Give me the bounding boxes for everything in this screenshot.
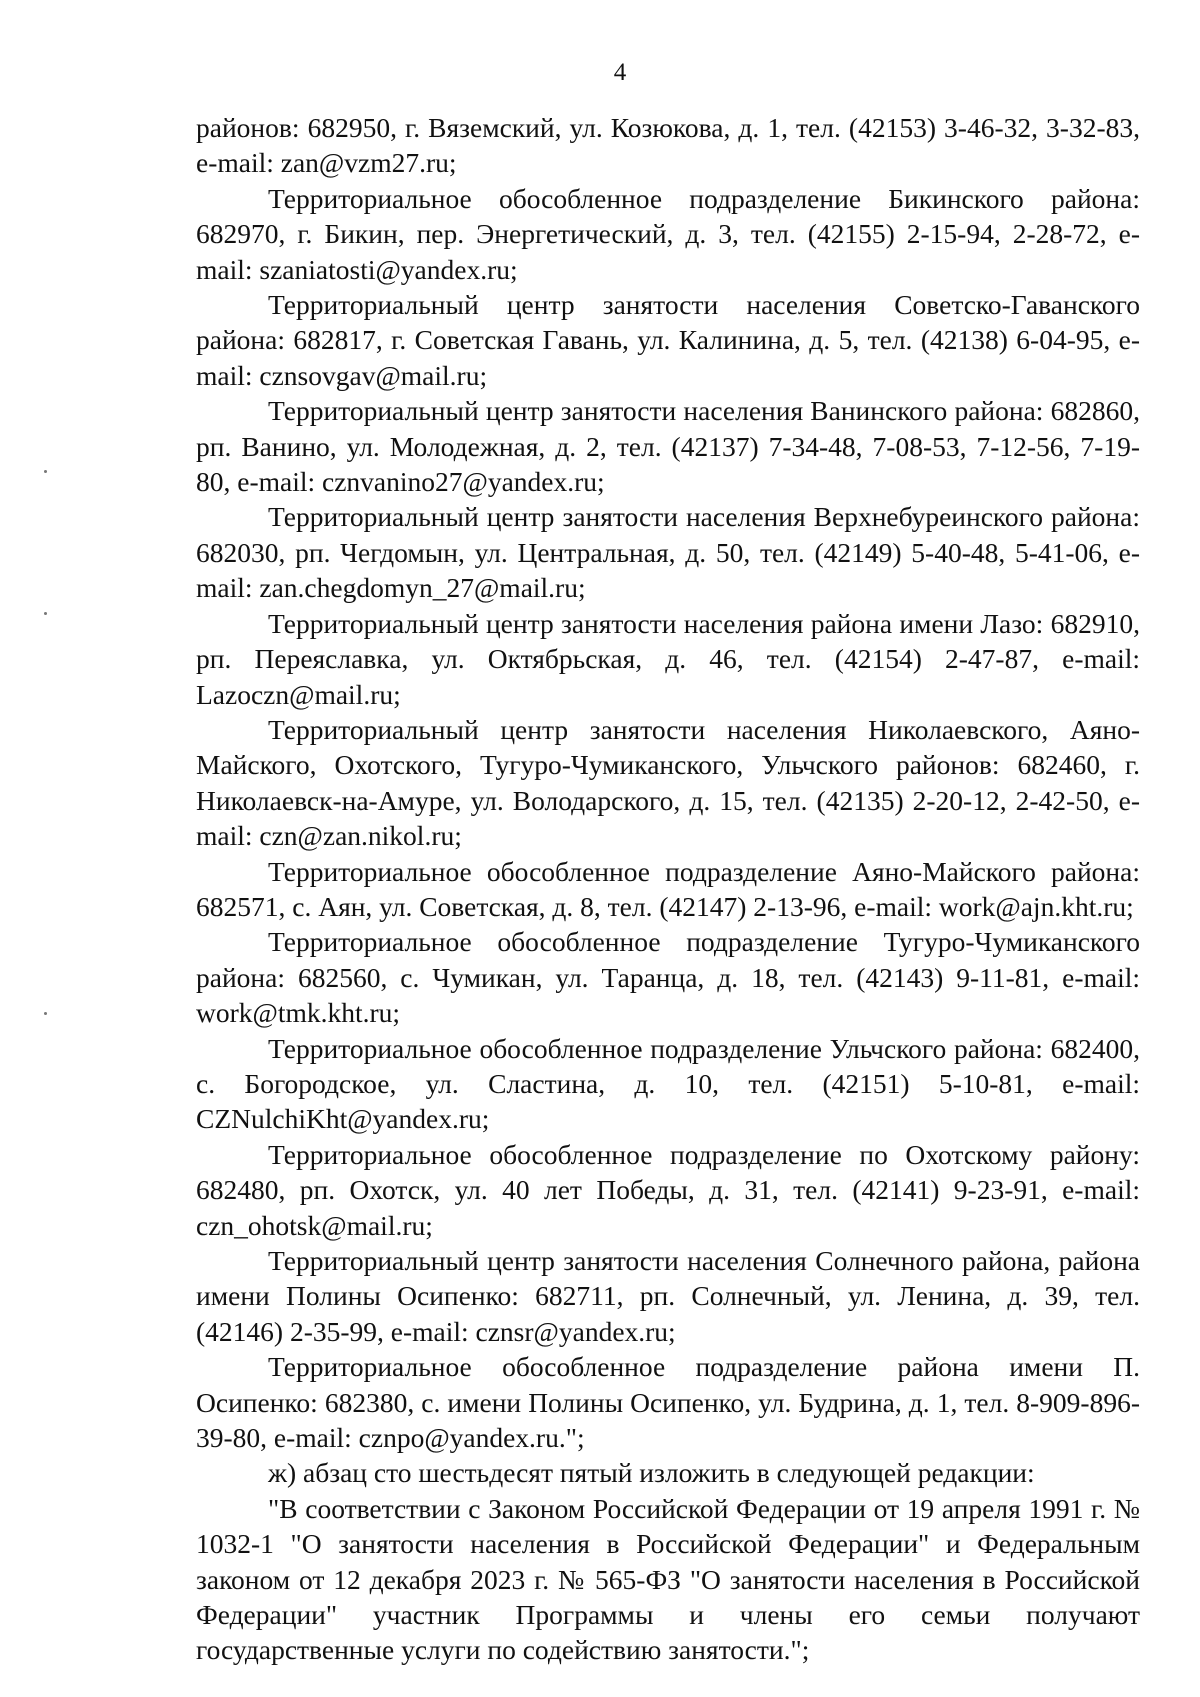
paragraph-amendment-zh: ж) абзац сто шестьдесят пятый изложить в следующей редакции: [268,1457,1035,1489]
paragraph-vanino: Территориальный центр занятости населения Ванинского района: 682860, рп. Ванино, ул. Молодежная, д. 2, тел. (42137) 7-34-48, 7-08-53, 7-12-56, 7-19-80, e-mail: cznvanino27@yandex.ru; [196,395,1140,498]
paragraph-law-reference: "В соответствии с Законом Российской Федерации от 19 апреля 1991 г. № 1032-1 "О занятости населения в Российской Федерации" и Федеральным законом от 12 декабря 2023 г. № 565-ФЗ "О занятости населения в Российской Федерации" участник Программы и члены его семьи получают государственные услуги по содействию занятости."; [196,1492,1140,1666]
scan-speck [44,612,47,615]
paragraph-okhotsky: Территориальное обособленное подразделение по Охотскому району: 682480, рп. Охотск, ул. 40 лет Победы, д. 31, тел. (42141) 9-23-91, e-mail: czn_ohotsk@mail.ru; [196,1138,1140,1241]
paragraph-p-osipenko: Территориальное обособленное подразделение района имени П. Осипенко: 682380, с. имени Полины Осипенко, ул. Будрина, д. 1, тел. 8-909-896-39-80, e-mail: cznpo@yandex.ru."; [196,1351,1140,1454]
scan-speck [44,1012,47,1015]
paragraph-vyazemsky-continuation: районов: 682950, г. Вяземский, ул. Козюкова, д. 1, тел. (42153) 3-46-32, 3-32-83, e-mail: zan@vzm27.ru; [196,112,1140,179]
paragraph-solnechny: Территориальный центр занятости населения Солнечного района, района имени Полины Осипенко: 682711, рп. Солнечный, ул. Ленина, д. 39, тел. (42146) 2-35-99, e-mail: cznsr@yandex.ru; [196,1245,1140,1347]
paragraph-tuguro-chumikansky: Территориальное обособленное подразделение Тугуро-Чумиканского района: 682560, с. Чумикан, ул. Таранца, д. 18, тел. (42143) 9-11-81, e-mail: work@tmk.kht.ru; [196,926,1140,1029]
paragraph-bikin: Территориальное обособленное подразделение Бикинского района: 682970, г. Бикин, пер. Энергетический, д. 3, тел. (42155) 2-15-94, 2-28-72, e-mail: szaniatosti@yandex.ru; [196,182,1140,285]
scan-speck [44,470,47,473]
paragraph-sovetskaya-gavan: Территориальный центр занятости населения Советско-Гаванского района: 682817, г. Советская Гавань, ул. Калинина, д. 5, тел. (42138) 6-04-95, e-mail: cznsovgav@mail.ru; [196,289,1140,391]
document-body [196,110,1140,1668]
paragraph-nikolaevsk: Территориальный центр занятости населения Николаевского, Аяно-Майского, Охотского, Тугуро-Чумиканского, Ульчского районов: 682460, г. Николаевск-на-Амуре, ул. Володарского, д. 15, тел. (42135) 2-20-12, 2-42-50, e-mail: czn@zan.nikol.ru; [196,713,1140,852]
page-number: 4 [613,59,627,86]
paragraph-lazo: Территориальный центр занятости населения района имени Лазо: 682910, рп. Переяславка, ул. Октябрьская, д. 46, тел. (42154) 2-47-87, e-mail: Lazoczn@mail.ru; [196,607,1140,710]
paragraph-ayano-maysky: Территориальное обособленное подразделение Аяно-Майского района: 682571, с. Аян, ул. Советская, д. 8, тел. (42147) 2-13-96, e-mail: work@ajn.kht.ru; [196,855,1140,922]
paragraph-verkhnebureinsky: Территориальный центр занятости населения Верхнебуреинского района: 682030, рп. Чегдомын, ул. Центральная, д. 50, тел. (42149) 5-40-48, 5-41-06, e-mail: zan.chegdomyn_27@mail.ru; [196,501,1140,604]
paragraph-ulchsky: Территориальное обособленное подразделение Ульчского района: 682400, с. Богородское, ул. Сластина, д. 10, тел. (42151) 5-10-81, e-mail: CZNulchiKht@yandex.ru; [196,1032,1140,1135]
